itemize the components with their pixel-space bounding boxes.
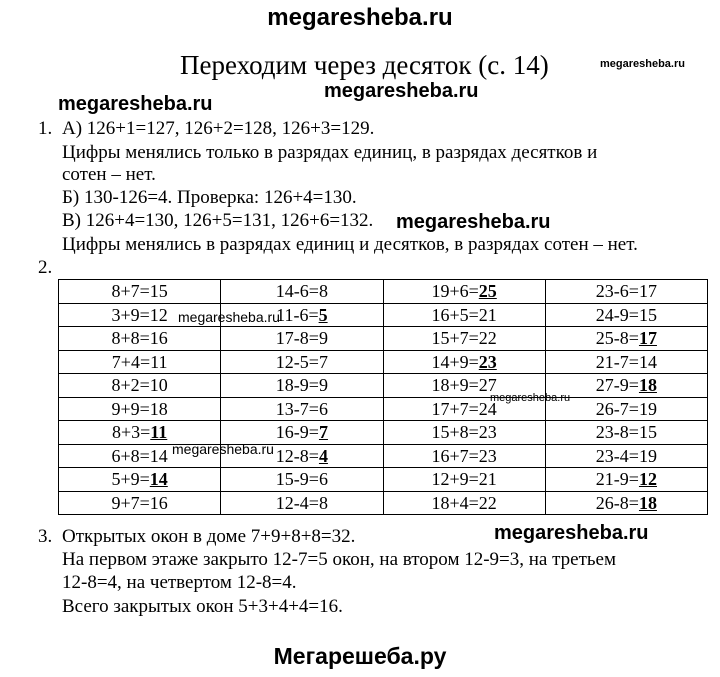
cell-expression: 8+8=: [111, 328, 150, 349]
cell-expression: 21-9=: [595, 469, 639, 490]
cell-expression: 24-9=: [595, 304, 639, 325]
table-cell: [545, 303, 707, 327]
table-cell: [59, 397, 221, 421]
cell-answer: 6: [318, 469, 328, 490]
watermark-table-2: megaresheba.ru: [490, 392, 571, 404]
watermark-footer: Мегарешеба.ру: [273, 643, 447, 669]
cell-expression: 8+3=: [111, 422, 151, 443]
table-row: [59, 350, 708, 374]
table-cell: [221, 350, 383, 374]
watermark-right-mid: megaresheba.ru: [396, 211, 551, 233]
cell-answer: 21: [478, 304, 497, 325]
cell-answer: 24: [478, 398, 497, 419]
cell-expression: 14+9=: [431, 351, 479, 372]
cell-expression: 26-8=: [595, 492, 639, 513]
watermark-under-title: megaresheba.ru: [324, 80, 479, 102]
cell-expression: 23-6=: [595, 281, 639, 302]
cell-expression: 19+6=: [431, 281, 479, 302]
table-cell: [221, 491, 383, 515]
table-row: [59, 374, 708, 398]
cell-answer: 15: [149, 281, 168, 302]
cell-expression: 23-8=: [595, 422, 639, 443]
cell-answer: 18: [149, 398, 168, 419]
cell-answer: 17: [638, 328, 657, 349]
cell-expression: 17-8=: [275, 328, 319, 349]
cell-answer: 14: [149, 469, 168, 490]
table-row: [59, 421, 708, 445]
cell-expression: 23-4=: [595, 445, 639, 466]
cell-expression: 18+9=: [431, 375, 479, 396]
table-cell: [221, 468, 383, 492]
cell-expression: 12-5=: [275, 351, 319, 372]
cell-expression: 6+8=: [111, 445, 150, 466]
cell-answer: 7: [318, 351, 328, 372]
cell-answer: 4: [318, 445, 328, 466]
task3-number: 3.: [38, 526, 53, 547]
table-cell: [221, 397, 383, 421]
watermark-table-3: megaresheba.ru: [172, 441, 274, 457]
cell-expression: 18-9=: [275, 375, 319, 396]
cell-answer: 17: [638, 281, 657, 302]
table-cell: [59, 327, 221, 351]
cell-answer: 7: [318, 422, 328, 443]
cell-expression: 8+7=: [111, 281, 150, 302]
cell-answer: 27: [478, 375, 497, 396]
table-row: [59, 397, 708, 421]
table-cell: [383, 491, 545, 515]
cell-expression: 15+7=: [431, 328, 479, 349]
cell-answer: 12: [149, 304, 168, 325]
watermark-top: megaresheba.ru: [267, 4, 453, 31]
task1-line: В) 126+4=130, 126+5=131, 126+6=132.: [62, 210, 374, 231]
cell-answer: 16: [149, 492, 168, 513]
cell-answer: 8: [318, 281, 328, 302]
table-cell: [221, 327, 383, 351]
cell-expression: 16+7=: [431, 445, 479, 466]
cell-answer: 21: [478, 469, 497, 490]
cell-expression: 14-6=: [275, 281, 319, 302]
task2-number: 2.: [38, 257, 53, 278]
watermark-title-right: megaresheba.ru: [600, 58, 685, 70]
cell-answer: 11: [150, 422, 168, 443]
table-cell: [383, 444, 545, 468]
cell-answer: 18: [638, 375, 657, 396]
table-cell: [383, 303, 545, 327]
table-cell: [545, 421, 707, 445]
cell-answer: 15: [638, 422, 657, 443]
cell-expression: 12+9=: [431, 469, 479, 490]
watermark-table-1: megaresheba.ru: [178, 309, 280, 325]
cell-expression: 12-4=: [275, 492, 319, 513]
cell-expression: 9+7=: [111, 492, 150, 513]
cell-expression: 16+5=: [431, 304, 479, 325]
table-cell: [545, 491, 707, 515]
cell-answer: 23: [478, 351, 497, 372]
table-cell: [545, 444, 707, 468]
watermark-bottom-right: megaresheba.ru: [494, 522, 649, 544]
cell-expression: 27-9=: [595, 375, 639, 396]
cell-expression: 17+7=: [431, 398, 479, 419]
cell-expression: 7+4=: [111, 351, 151, 372]
cell-answer: 19: [638, 445, 657, 466]
cell-expression: 5+9=: [111, 469, 150, 490]
page-title: Переходим через десяток (с. 14): [180, 50, 549, 80]
cell-expression: 11-6=: [276, 304, 319, 325]
cell-answer: 10: [149, 375, 168, 396]
cell-answer: 11: [150, 351, 168, 372]
cell-answer: 12: [638, 469, 657, 490]
cell-answer: 15: [638, 304, 657, 325]
table-cell: [383, 468, 545, 492]
cell-expression: 18+4=: [431, 492, 479, 513]
table-row: [59, 468, 708, 492]
table-cell: [545, 468, 707, 492]
cell-expression: 21-7=: [595, 351, 639, 372]
table-cell: [59, 374, 221, 398]
cell-answer: 23: [478, 422, 497, 443]
cell-expression: 13-7=: [275, 398, 319, 419]
cell-expression: 15+8=: [431, 422, 479, 443]
table-cell: [383, 280, 545, 304]
cell-answer: 22: [478, 328, 497, 349]
table-cell: [383, 350, 545, 374]
table-row: [59, 280, 708, 304]
cell-expression: 25-8=: [595, 328, 639, 349]
cell-answer: 16: [149, 328, 168, 349]
cell-expression: 8+2=: [111, 375, 150, 396]
cell-expression: 12-8=: [275, 445, 319, 466]
cell-expression: 26-7=: [595, 398, 639, 419]
cell-answer: 6: [318, 398, 328, 419]
cell-answer: 9: [318, 375, 328, 396]
table-cell: [59, 350, 221, 374]
table-cell: [59, 468, 221, 492]
table-row: [59, 303, 708, 327]
cell-answer: 9: [318, 328, 328, 349]
table-row: [59, 444, 708, 468]
cell-answer: 14: [638, 351, 657, 372]
table-row: [59, 327, 708, 351]
cell-expression: 9+9=: [111, 398, 150, 419]
task3-line: На первом этаже закрыто 12-7=5 окон, на втором 12-9=3, на третьем: [62, 549, 617, 570]
task3-line: Открытых окон в доме 7+9+8+8=32.: [62, 526, 356, 547]
cell-answer: 5: [318, 304, 328, 325]
table-cell: [221, 280, 383, 304]
cell-answer: 22: [478, 492, 497, 513]
task1-line: Цифры менялись в разрядах единиц и десятков, в разрядах сотен – нет.: [62, 234, 638, 255]
table-cell: [545, 327, 707, 351]
cell-expression: 3+9=: [111, 304, 150, 325]
task1-line: Б) 130-126=4. Проверка: 126+4=130.: [62, 187, 357, 208]
table-cell: [545, 350, 707, 374]
watermark-left: megaresheba.ru: [58, 93, 213, 115]
cell-answer: 25: [478, 281, 497, 302]
cell-answer: 23: [478, 445, 497, 466]
task1-line: сотен – нет.: [62, 164, 156, 185]
cell-expression: 15-9=: [275, 469, 319, 490]
table-cell: [59, 491, 221, 515]
table-cell: [383, 327, 545, 351]
task1-line: Цифры менялись только в разрядах единиц, в разрядах десятков и: [62, 142, 598, 163]
table-cell: [383, 421, 545, 445]
cell-answer: 18: [638, 492, 657, 513]
table-cell: [221, 374, 383, 398]
table-cell: [59, 280, 221, 304]
task3-line: Всего закрытых окон 5+3+4+4=16.: [62, 596, 343, 617]
table-row: [59, 491, 708, 515]
table-cell: [545, 280, 707, 304]
cell-answer: 8: [318, 492, 328, 513]
cell-answer: 14: [149, 445, 168, 466]
task1-number: 1.: [38, 118, 53, 139]
task1-line: А) 126+1=127, 126+2=128, 126+3=129.: [62, 118, 375, 139]
calc-table: [58, 279, 708, 515]
cell-expression: 16-9=: [275, 422, 319, 443]
task3-line: 12-8=4, на четвертом 12-8=4.: [62, 572, 297, 593]
cell-answer: 19: [638, 398, 657, 419]
